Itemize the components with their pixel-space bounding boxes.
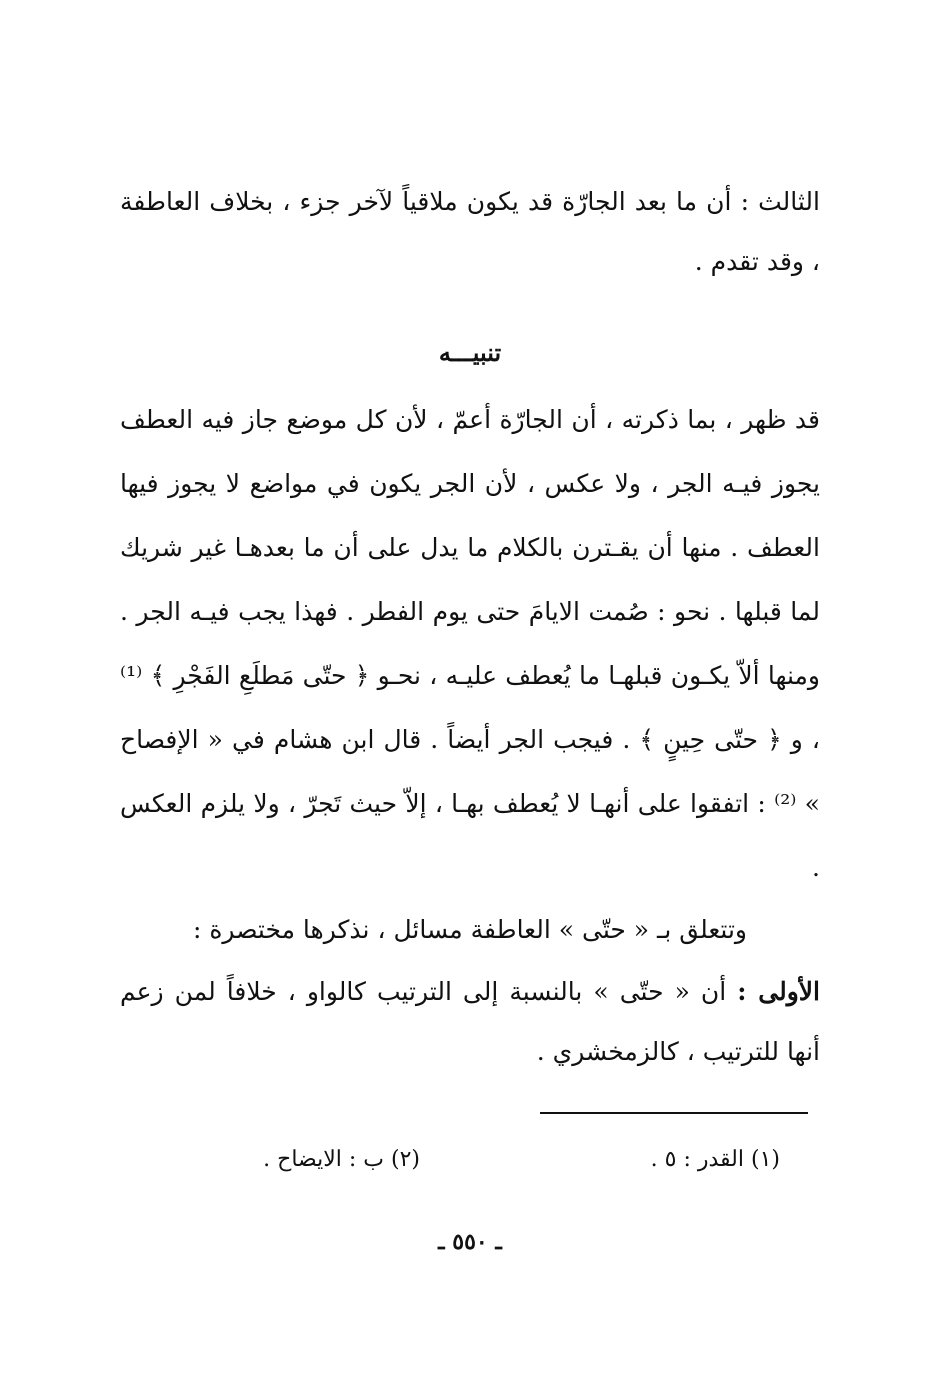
section-heading: تنبيـــه [438,338,502,367]
footnote-divider [540,1112,808,1114]
paragraph-notice: قد ظهر ، بما ذكرته ، أن الجارّة أعمّ ، لأن كل موضع جاز فيه العطف يجوز فيـه الجر ، ولا عكس ، لأن الجر يكون في مواضع لا يجوز فيها العطف . منها أن يقـترن بالكلام ما يدل على أن ما بعدهـا غير شريك لما قبلها . نحو : صُمت الايامَ حتى يوم الفطر . فهذا يجب فيـه الجر . ومنها ألاّ يكـون قبلهـا ما يُعطف عليـه ، نحـو ﴿ حتّى مَطلَعِ الفَجْرِ ﴾ ⁽¹⁾ ، و ﴿ حتّى حِينٍ ﴾ . فيجب الجر أيضاً . قال ابن هشام في « الإفصاح » ⁽²⁾ : اتفقوا على أنهـا لا يُعطف بهـا ، إلاّ حيث تَجرّ ، ولا يلزم العكس . [120,405,820,882]
first-issue-body: أن « حتّى » بالنسبة إلى الترتيب كالواو ، خلافاً لمن زعم أنها للترتيب ، كالزمخشري . [120,977,820,1066]
paragraph-intro: وتتعلق بـ « حتّى » العاطفة مسائل ، نذكرها مختصرة : [192,915,748,944]
first-issue-lead: الأولى : [737,977,820,1006]
page-number: ـ ٥٥٠ ـ [438,1229,502,1255]
footnote-1: (١) القدر : ٥ . [650,1147,780,1172]
paragraph-first-issue [120,962,820,1082]
footnote-2: (٢) ب : الايضاح . [263,1147,420,1172]
paragraph-third-point: الثالث : أن ما بعد الجارّة قد يكون ملاقياً لآخر جزء ، بخلاف العاطفة ، وقد تقدم . [120,187,820,276]
